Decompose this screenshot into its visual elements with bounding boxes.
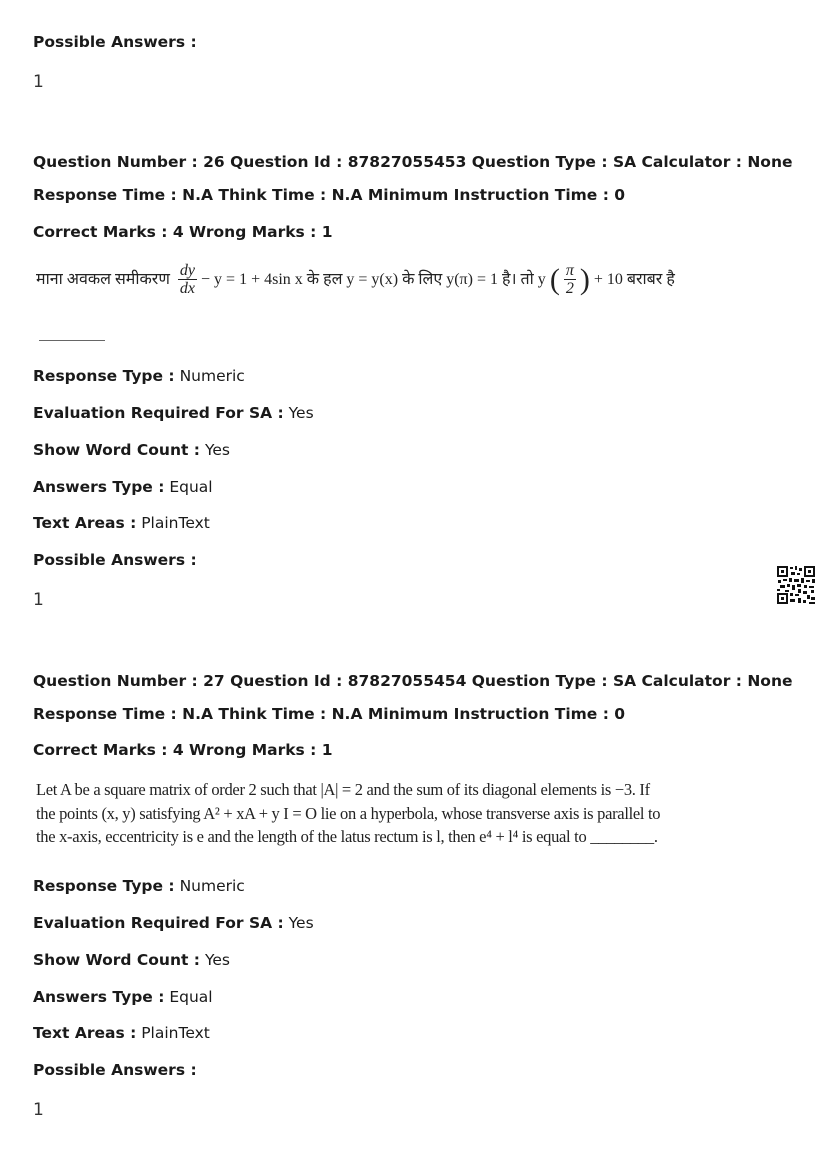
q27-marks: Correct Marks : 4 Wrong Marks : 1: [33, 741, 333, 759]
field-value: Yes: [204, 951, 230, 969]
field-label: Text Areas :: [33, 514, 137, 532]
possible-answers-label: Possible Answers :: [33, 33, 197, 51]
q27-text-line: the x-axis, eccentricity is e and the length of the latus rectum is l, then e⁴ + l⁴ is equal to ________.: [36, 827, 658, 846]
q26-right-paren: ): [579, 262, 590, 296]
q26-answer-blank: [39, 340, 105, 341]
q26-text-part4: + 10 बराबर है: [593, 270, 675, 288]
field-value: Yes: [288, 404, 314, 422]
q27-field-answers-type: [33, 987, 213, 1007]
q27-possible-answer-value: 1: [33, 1100, 44, 1120]
field-label: Show Word Count :: [33, 951, 200, 969]
field-value: Numeric: [179, 877, 245, 895]
q27-field-text-areas: [33, 1023, 210, 1043]
q27-field-word-count: [33, 950, 230, 970]
q26-possible-answers-label: Possible Answers :: [33, 551, 197, 569]
q26-dy: dy: [179, 262, 196, 279]
q27-text-line: Let A be a square matrix of order 2 such that |A| = 2 and the sum of its diagonal elements is −3. If: [36, 780, 650, 799]
q27-header: Question Number : 27 Question Id : 87827055454 Question Type : SA Calculator : None: [33, 672, 793, 690]
field-label: Response Type :: [33, 877, 175, 895]
field-value: PlainText: [141, 1024, 210, 1042]
q26-header: Question Number : 26 Question Id : 87827055453 Question Type : SA Calculator : None: [33, 153, 793, 171]
field-label: Evaluation Required For SA :: [33, 404, 284, 422]
field-label: Response Type :: [33, 367, 175, 385]
q26-text-part2: − y = 1 + 4sin x: [201, 270, 303, 288]
q26-field-answers-type: [33, 477, 213, 497]
q26-field-text-areas: [33, 513, 210, 533]
field-label: Evaluation Required For SA :: [33, 914, 284, 932]
field-label: Answers Type :: [33, 478, 165, 496]
q26-text-part1: माना अवकल समीकरण: [36, 270, 170, 288]
q27-field-evaluation: [33, 913, 314, 933]
q26-timing: Response Time : N.A Think Time : N.A Minimum Instruction Time : 0: [33, 186, 626, 204]
q27-question-text: [36, 778, 661, 849]
q26-possible-answer-value: 1: [33, 590, 44, 610]
q27-possible-answers-label: Possible Answers :: [33, 1061, 197, 1079]
q26-derivative-fraction: [178, 262, 197, 297]
field-label: Show Word Count :: [33, 441, 200, 459]
field-value: Equal: [169, 478, 213, 496]
field-label: Text Areas :: [33, 1024, 137, 1042]
field-value: Yes: [204, 441, 230, 459]
field-value: Yes: [288, 914, 314, 932]
field-label: Answers Type :: [33, 988, 165, 1006]
q26-field-word-count: [33, 440, 230, 460]
field-value: Numeric: [179, 367, 245, 385]
qr-code-icon: [776, 565, 816, 605]
q26-field-response-type: [33, 366, 245, 386]
field-value: PlainText: [141, 514, 210, 532]
q27-text-line: the points (x, y) satisfying A² + xA + y I = O lie on a hyperbola, whose transverse axis is parallel to: [36, 803, 661, 823]
q26-pi-fraction: [564, 262, 576, 297]
q26-left-paren: (: [549, 262, 560, 296]
q27-timing: Response Time : N.A Think Time : N.A Minimum Instruction Time : 0: [33, 705, 626, 723]
field-value: Equal: [169, 988, 213, 1006]
q26-dx: dx: [179, 280, 196, 297]
q26-pi: π: [565, 262, 574, 279]
q27-field-response-type: [33, 876, 245, 896]
q26-text-part3: के हल y = y(x) के लिए y(π) = 1 है। तो y: [306, 270, 546, 288]
q26-field-evaluation: [33, 403, 314, 423]
q26-marks: Correct Marks : 4 Wrong Marks : 1: [33, 223, 333, 241]
possible-answer-value: 1: [33, 72, 44, 92]
q26-question-text: [36, 262, 679, 297]
q26-two: 2: [565, 280, 574, 297]
